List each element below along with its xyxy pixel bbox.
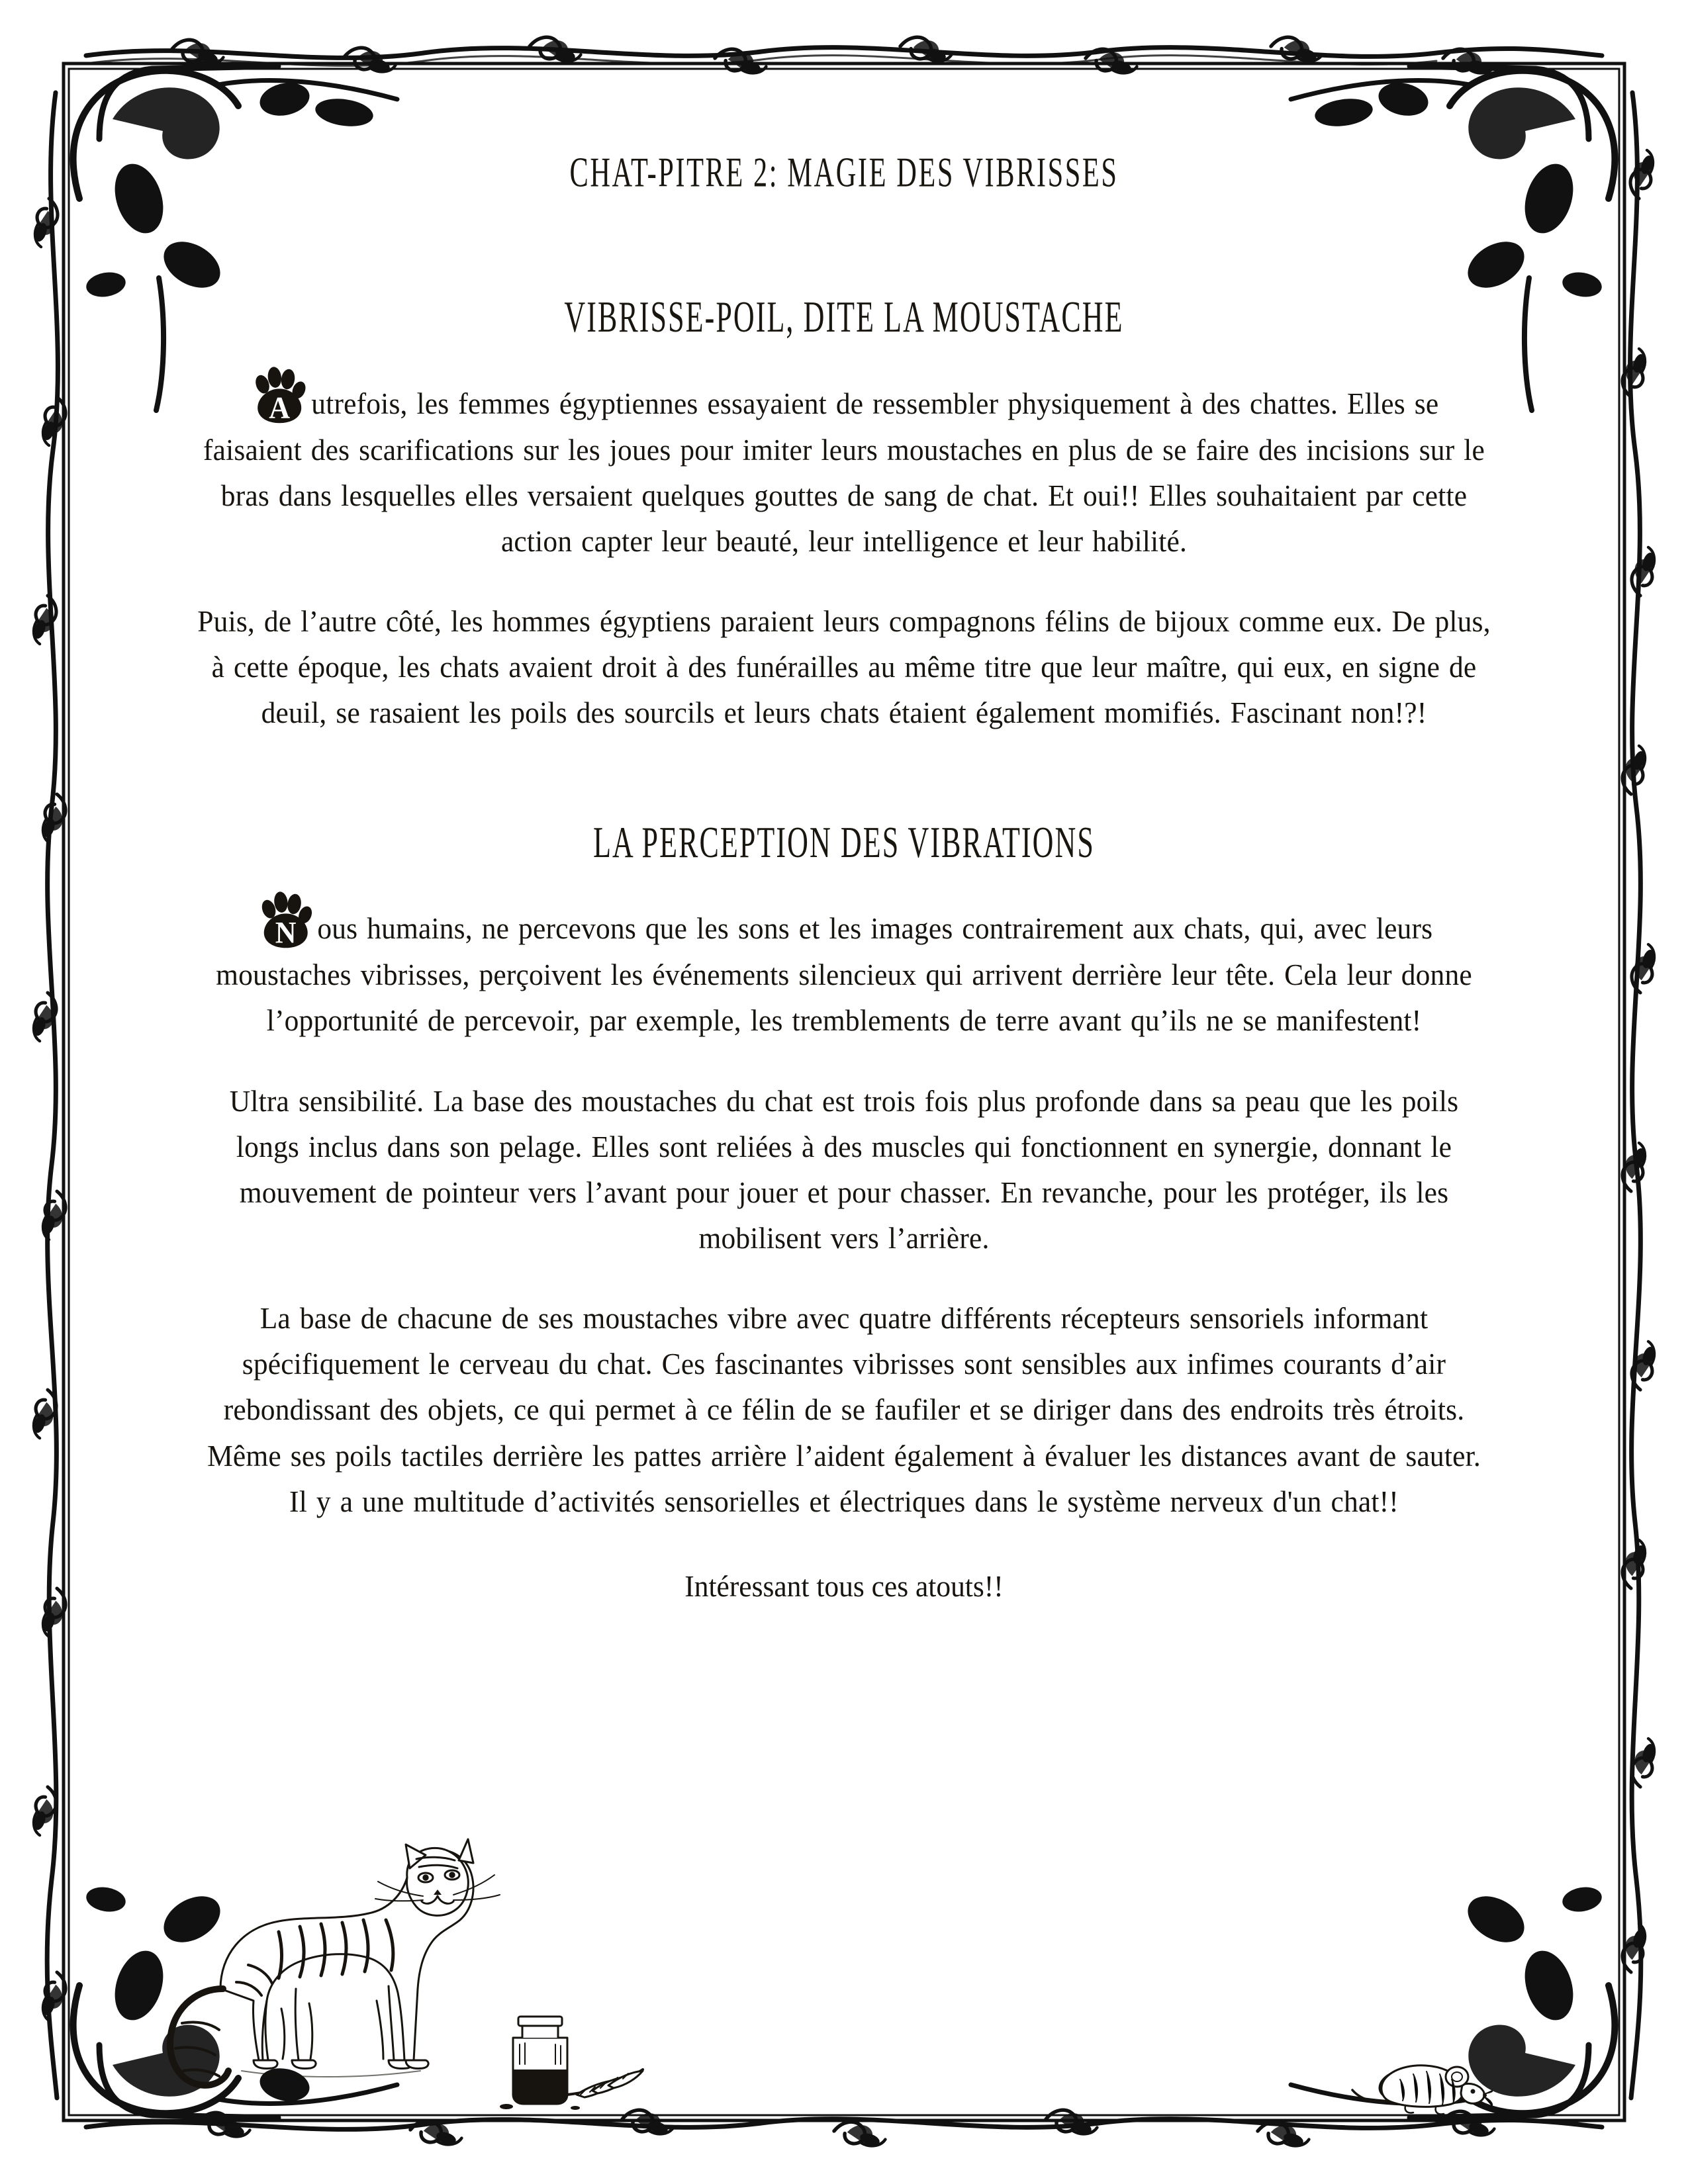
paragraph-text: utrefois, les femmes égyptiennes essayaient de ressembler physiquement à des chattes. Elles se faisaient des scarifications sur les joues pour imiter leurs moustaches en plus de se faire des incisions sur le bras dans lesquelles elles versaient quelques gouttes de sang de chat. Et oui!! Elles souhaitaient par cette action capter leur beauté, leur intelligence et leur habilité. xyxy=(203,386,1485,558)
border-right-vine xyxy=(1622,93,1656,2098)
ink-bottle-and-quill-illustration xyxy=(493,1995,645,2118)
paw-print-icon xyxy=(256,888,316,952)
paragraph: La base de chacune de ses moustaches vibre avec quatre différents récepteurs sensoriels informant spécifiquement le cerveau du chat. Ces fascinantes vibrisses sont sensibles aux infimes courants d’air rebondissant des objets, ce qui permet à ce félin de se faufiler et se diriger dans des endroits très étroits. Même ses poils tactiles derrière les pattes arrière l’aident également à évaluer les distances avant de sauter. Il y a une multitude d’activités sensorielles et électriques dans le système nerveux d'un chat!! xyxy=(207,1301,1481,1518)
paragraph-text: ous humains, ne percevons que les sons et les images contrairement aux chats, qui, avec leurs moustaches vibrisses, perçoivent les événements silencieux qui arrivent derrière leur tête. Cela leur donne l’opportunité de percevoir, par exemple, les tremblements de terre avant qu’ils ne se manifestent! xyxy=(216,911,1472,1038)
paragraph: Ultra sensibilité. La base des moustaches du chat est trois fois plus profonde dans sa peau que les poils longs inclus dans son pelage. Elles sont reliées à des muscles qui fonctionnent en synergie, donnant le mouvement de pointeur vers l’avant pour jouer et pour chasser. En revanche, pour les protéger, ils les mobilisent vers l’arrière. xyxy=(229,1083,1459,1255)
dropcap-letter: N xyxy=(275,915,297,950)
paragraph xyxy=(196,363,1492,564)
section-heading-vibrisse-poil: VIBRISSE-POIL, DITE LA MOUSTACHE xyxy=(564,292,1124,341)
page-content xyxy=(165,149,1523,1639)
section-heading-perception-vibrations: LA PERCEPTION DES VIBRATIONS xyxy=(593,817,1095,867)
mouse-illustration xyxy=(1347,2045,1493,2118)
tabby-cat-illustration xyxy=(142,1790,553,2108)
paragraph: Puis, de l’autre côté, les hommes égyptiens paraient leurs compagnons félins de bijoux comme eux. De plus, à cette époque, les chats avaient droit à des funérailles au même titre que leur maître, qui eux, en signe de deuil, se rasaient les poils des sourcils et leurs chats étaient également momifiés. Fascinant non!?! xyxy=(197,604,1491,730)
chapter-title: CHAT-PITRE 2: MAGIE DES VIBRISSES xyxy=(569,150,1119,196)
border-left-vine xyxy=(32,93,66,2098)
border-top-vine xyxy=(86,37,1602,75)
closing-line: Intéressant tous ces atouts!! xyxy=(684,1569,1004,1603)
paragraph xyxy=(196,888,1492,1043)
dropcap-letter: A xyxy=(269,390,291,425)
paw-print-icon xyxy=(250,363,310,427)
